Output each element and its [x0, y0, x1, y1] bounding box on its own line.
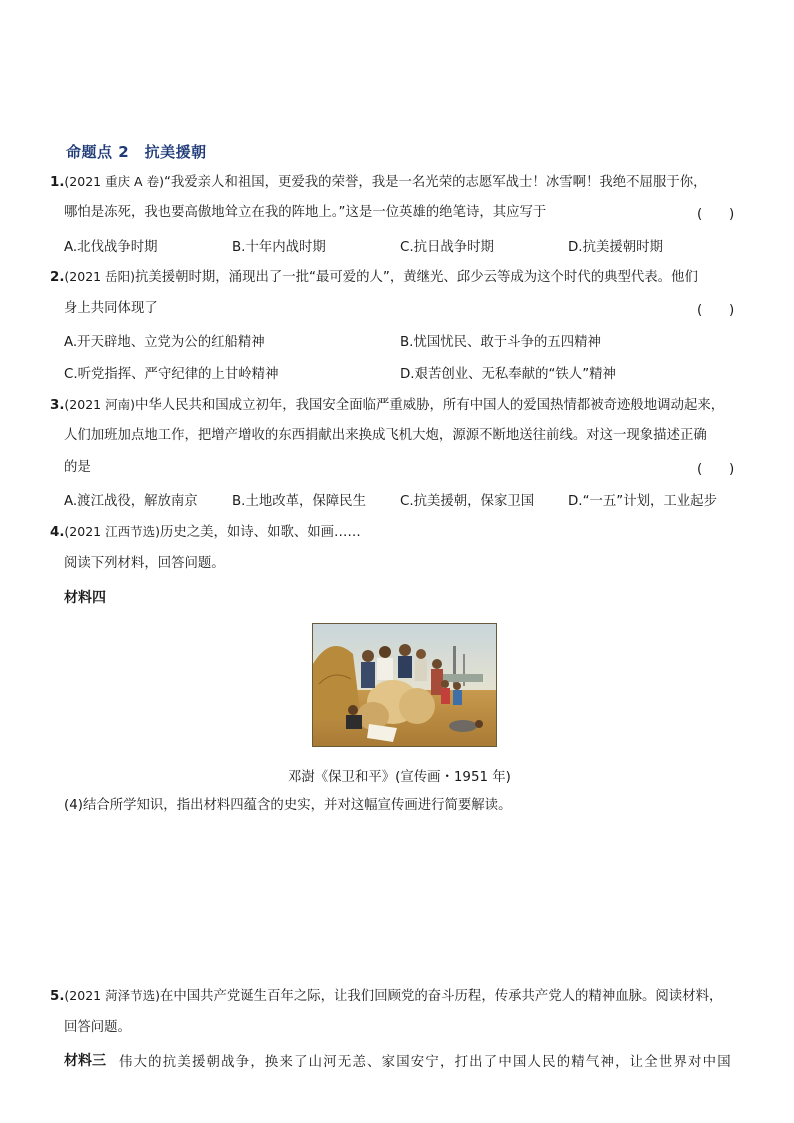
option-d: D.艰苦创业、无私奉献的“铁人”精神 [400, 367, 616, 382]
question-4-line-1 [50, 522, 361, 543]
material-label: 材料三 [64, 1053, 106, 1069]
question-2-line-2: 身上共同体现了 [64, 301, 158, 316]
propaganda-painting-image [312, 623, 497, 747]
option-c: C.抗日战争时期 [400, 240, 494, 255]
answer-paren: ( ) [697, 303, 735, 318]
question-source: (2021 菏泽节选) [64, 988, 160, 1003]
question-text: “我爱亲人和祖国，更爱我的荣誉，我是一名光荣的志愿军战士！冰雪啊！我绝不屈服于你， [163, 175, 707, 190]
option-d: D.“一五”计划，工业起步 [568, 494, 717, 509]
question-1-line-2: 哪怕是冻死，我也要高傲地耸立在我的阵地上。”这是一位英雄的绝笔诗，其应写于 [64, 205, 547, 220]
question-1-line-1 [50, 172, 707, 193]
question-text: 历史之美，如诗、如歌、如画…… [159, 525, 361, 540]
material-label: 材料四 [64, 590, 106, 606]
question-4-line-2: 阅读下列材料，回答问题。 [64, 556, 225, 571]
question-number: 4. [50, 525, 65, 540]
option-b: B.十年内战时期 [232, 240, 326, 255]
question-number: 1. [50, 175, 65, 190]
option-a: A.渡江战役，解放南京 [64, 494, 198, 509]
question-number: 3. [50, 398, 65, 413]
option-b: B.忧国忧民、敢于斗争的五四精神 [400, 335, 601, 350]
option-b: B.土地改革，保障民生 [232, 494, 366, 509]
question-source: (2021 重庆 A 卷) [64, 174, 164, 189]
question-2-line-1 [50, 267, 698, 288]
question-source: (2021 江西节选) [64, 524, 160, 539]
question-number: 2. [50, 270, 65, 285]
question-source: (2021 岳阳) [64, 269, 135, 284]
option-a: A.开天辟地、立党为公的红船精神 [64, 335, 265, 350]
answer-paren: ( ) [697, 207, 735, 222]
question-source: (2021 河南) [64, 397, 135, 412]
question-number: 5. [50, 989, 65, 1004]
option-d: D.抗美援朝时期 [568, 240, 663, 255]
question-text: 中华人民共和国成立初年，我国安全面临严重威胁，所有中国人的爱国热情都被奇迹般地调动起来， [134, 398, 725, 413]
question-3-line-2: 人们加班加点地工作，把增产增收的东西捐献出来换成飞机大炮，源源不断地送往前线。对这一现象描述正确 [64, 428, 707, 443]
material-text: 伟大的抗美援朝战争，换来了山河无恙、家国安宁，打出了中国人民的精气神，让全世界对中国 [119, 1055, 732, 1070]
question-5-line-2: 回答问题。 [64, 1020, 131, 1035]
question-text: 在中国共产党诞生百年之际，让我们回顾党的奋斗历程，传承共产党人的精神血脉。阅读材料， [159, 989, 723, 1004]
question-text: 抗美援朝时期，涌现出了一批“最可爱的人”，黄继光、邱少云等成为这个时代的典型代表。他们 [134, 270, 698, 285]
option-c: C.听党指挥、严守纪律的上甘岭精神 [64, 367, 279, 382]
question-5-line-1 [50, 986, 722, 1007]
sub-question: (4)结合所学知识，指出材料四蕴含的史实，并对这幅宣传画进行简要解读。 [64, 798, 512, 813]
question-3-line-1 [50, 395, 724, 416]
option-a: A.北伐战争时期 [64, 240, 158, 255]
section-title: 命题点 2 抗美援朝 [66, 143, 207, 161]
answer-paren: ( ) [697, 462, 735, 477]
question-3-line-3: 的是 [64, 460, 91, 475]
option-c: C.抗美援朝，保家卫国 [400, 494, 535, 509]
painting-caption: 邓澍《保卫和平》(宣传画・1951 年) [288, 770, 511, 785]
